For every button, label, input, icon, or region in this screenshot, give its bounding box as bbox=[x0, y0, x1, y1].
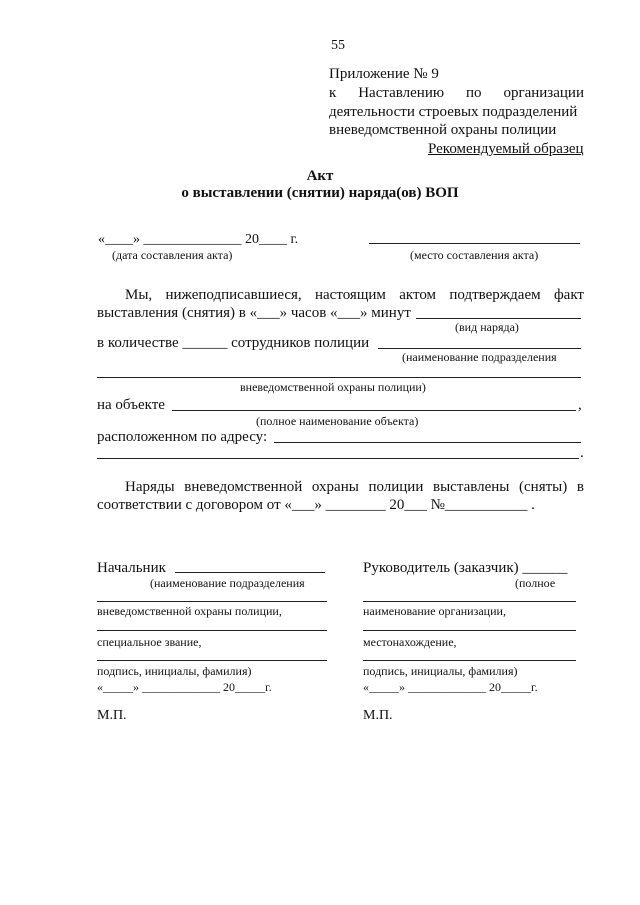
text-word: полиции bbox=[368, 479, 424, 495]
appendix-line2 bbox=[329, 85, 584, 102]
text-word: факт bbox=[553, 287, 584, 303]
appendix-word: Наставлению bbox=[358, 85, 445, 101]
chief-caption-4: подпись, инициалы, фамилия) bbox=[97, 664, 252, 678]
customer-date[interactable]: «_____» _____________ 20_____г. bbox=[363, 680, 538, 694]
unit-caption-2: вневедомственной охраны полиции) bbox=[240, 380, 426, 394]
text-word: вневедомственной bbox=[184, 479, 303, 495]
text-word: подтверждаем bbox=[449, 287, 541, 303]
paragraph1-line2: выставления (снятия) в «___» часов «___» минут bbox=[97, 305, 411, 321]
chief-line-3[interactable] bbox=[97, 630, 327, 631]
unit-line-2[interactable] bbox=[97, 377, 581, 378]
text-word: (сняты) bbox=[519, 479, 568, 495]
chief-stamp: М.П. bbox=[97, 708, 127, 723]
address-label: расположенном по адресу: bbox=[97, 429, 268, 445]
chief-caption-2: вневедомственной охраны полиции, bbox=[97, 604, 282, 618]
text-word: Мы, bbox=[125, 287, 153, 303]
chief-caption-1: (наименование подразделения bbox=[150, 576, 305, 590]
unit-caption: (наименование подразделения bbox=[402, 350, 557, 364]
text-word: нижеподписавшиеся, bbox=[165, 287, 302, 303]
customer-caption-1: (полное bbox=[515, 576, 556, 590]
appendix-line3: деятельности строевых подразделений bbox=[329, 104, 578, 120]
object-caption: (полное наименование объекта) bbox=[256, 414, 419, 428]
document-subtitle: о выставлении (снятии) наряда(ов) ВОП bbox=[181, 185, 459, 201]
appendix-title: Приложение № 9 bbox=[329, 66, 439, 82]
date-field[interactable]: «____» ______________ 20____ г. bbox=[98, 232, 299, 247]
customer-line-4[interactable] bbox=[363, 660, 576, 661]
appendix-line4: вневедомственной охраны полиции bbox=[329, 122, 557, 138]
customer-line-3[interactable] bbox=[363, 630, 576, 631]
date-caption: (дата составления акта) bbox=[112, 248, 233, 262]
object-comma: , bbox=[578, 397, 582, 413]
appendix-word: по bbox=[465, 85, 482, 101]
kind-line[interactable] bbox=[416, 318, 581, 319]
chief-title: Начальник bbox=[97, 560, 166, 576]
text-word: настоящим bbox=[315, 287, 386, 303]
text-word: охраны bbox=[311, 479, 359, 495]
page-number: 55 bbox=[331, 38, 345, 53]
chief-date[interactable]: «_____» _____________ 20_____г. bbox=[97, 680, 272, 694]
chief-line-2[interactable] bbox=[97, 601, 327, 602]
count-line: в количестве ______ сотрудников полиции bbox=[97, 335, 370, 351]
paragraph2-line2: соответствии с договором от «___» ________ 20___ №___________ . bbox=[97, 497, 535, 513]
customer-stamp: М.П. bbox=[363, 708, 393, 723]
customer-caption-2: наименование организации, bbox=[363, 604, 506, 618]
address-dot: . bbox=[580, 445, 584, 461]
customer-title: Руководитель (заказчик) ______ bbox=[363, 560, 568, 576]
chief-line-4[interactable] bbox=[97, 660, 327, 661]
appendix-word: организации bbox=[503, 85, 584, 101]
object-label: на объекте bbox=[97, 397, 165, 413]
kind-caption: (вид наряда) bbox=[455, 320, 519, 334]
paragraph1-line1 bbox=[125, 287, 584, 304]
paragraph2-line1 bbox=[125, 479, 584, 496]
text-word: Наряды bbox=[125, 479, 175, 495]
recommended-sample: Рекомендуемый образец bbox=[428, 141, 584, 157]
address-line-2[interactable] bbox=[97, 458, 579, 459]
chief-line[interactable] bbox=[175, 572, 325, 573]
text-word: в bbox=[576, 479, 584, 495]
unit-line[interactable] bbox=[378, 348, 581, 349]
text-word: выставлены bbox=[433, 479, 510, 495]
document-title: Акт bbox=[306, 168, 334, 184]
object-line[interactable] bbox=[172, 410, 576, 411]
customer-caption-3: местонахождение, bbox=[363, 635, 457, 649]
address-line[interactable] bbox=[274, 442, 581, 443]
customer-caption-4: подпись, инициалы, фамилия) bbox=[363, 664, 518, 678]
chief-caption-3: специальное звание, bbox=[97, 635, 202, 649]
text-word: актом bbox=[399, 287, 437, 303]
place-line[interactable] bbox=[369, 243, 580, 244]
place-caption: (место составления акта) bbox=[410, 248, 539, 262]
appendix-word: к bbox=[329, 85, 337, 101]
customer-line-2[interactable] bbox=[363, 601, 576, 602]
